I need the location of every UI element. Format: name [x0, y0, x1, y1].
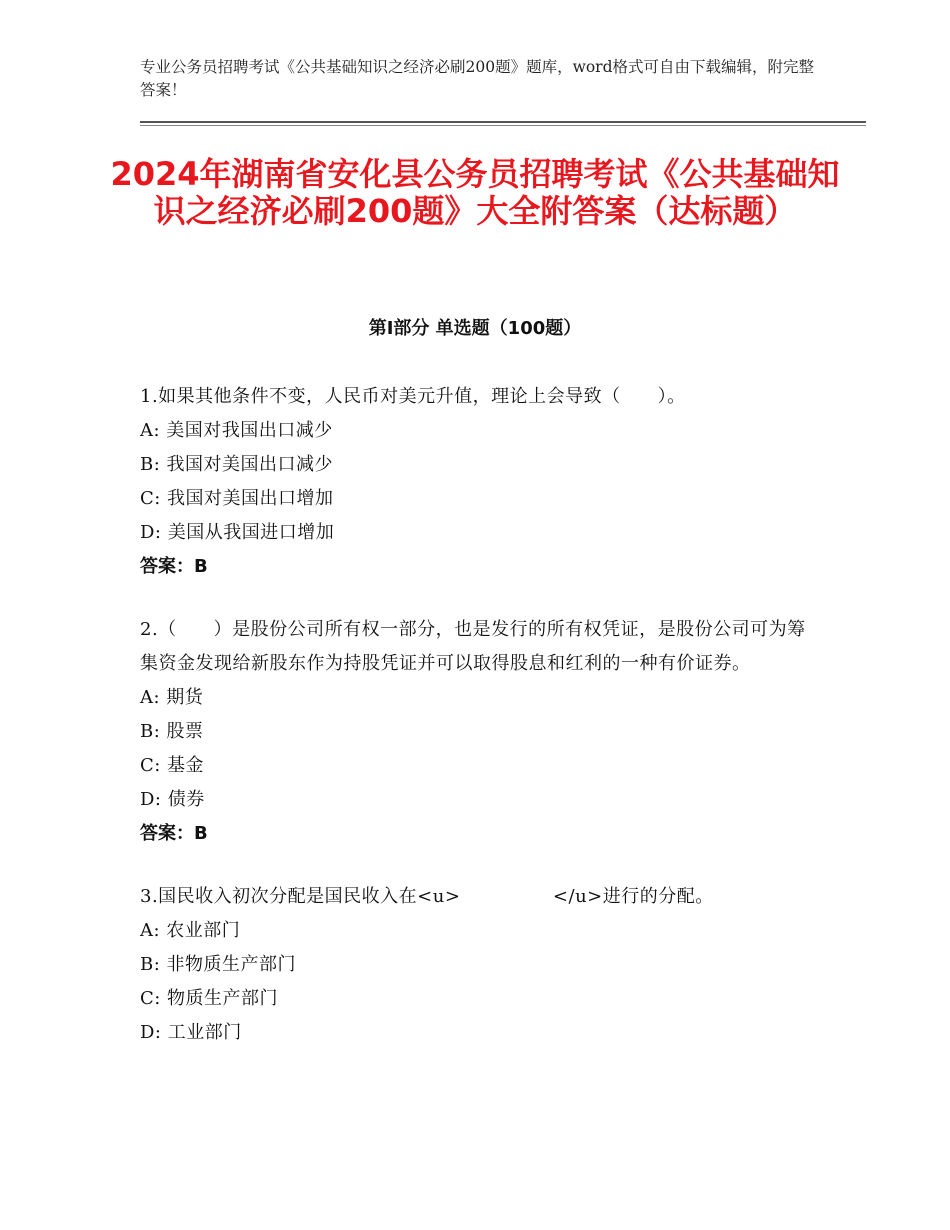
question-2: [140, 613, 810, 851]
question-3: [140, 880, 810, 1050]
header-note: 专业公务员招聘考试《公共基础知识之经济必刷200题》题库，word格式可自由下载编辑，附完整答案！: [140, 58, 815, 99]
option-c: C: 我国对美国出口增加: [140, 488, 334, 509]
header-rule-thin: [140, 125, 866, 126]
option-a: A: 美国对我国出口减少: [140, 420, 333, 441]
option-c: C: 基金: [140, 755, 205, 776]
section-heading: 第Ⅰ部分 单选题（100题）: [368, 318, 582, 339]
option-a: A: 农业部门: [140, 920, 241, 941]
option-d: D: 债券: [140, 789, 205, 810]
option-b: B: 非物质生产部门: [140, 954, 297, 975]
option-b: B: 股票: [140, 721, 204, 742]
question-1: [140, 380, 810, 584]
answer-line: 答案：B: [140, 556, 208, 577]
option-c: C: 物质生产部门: [140, 988, 279, 1009]
option-d: D: 工业部门: [140, 1022, 242, 1043]
answer-line: 答案：B: [140, 823, 208, 844]
option-d: D: 美国从我国进口增加: [140, 522, 335, 543]
question-stem: 1.如果其他条件不变，人民币对美元升值，理论上会导致（ ）。: [140, 386, 686, 407]
header-rule: [140, 121, 866, 123]
option-a: A: 期货: [140, 687, 204, 708]
question-stem: 2.（ ）是股份公司所有权一部分，也是发行的所有权凭证，是股份公司可为筹集资金发现给新股东作为持股凭证并可以取得股息和红利的一种有价证券。: [140, 619, 806, 674]
option-b: B: 我国对美国出口减少: [140, 454, 334, 475]
question-list: [140, 380, 810, 1079]
question-stem: 3.国民收入初次分配是国民收入在<u> </u>进行的分配。: [140, 886, 714, 907]
document-title: 2024年湖南省安化县公务员招聘考试《公共基础知识之经济必刷200题》大全附答案（达标题）: [110, 155, 840, 230]
